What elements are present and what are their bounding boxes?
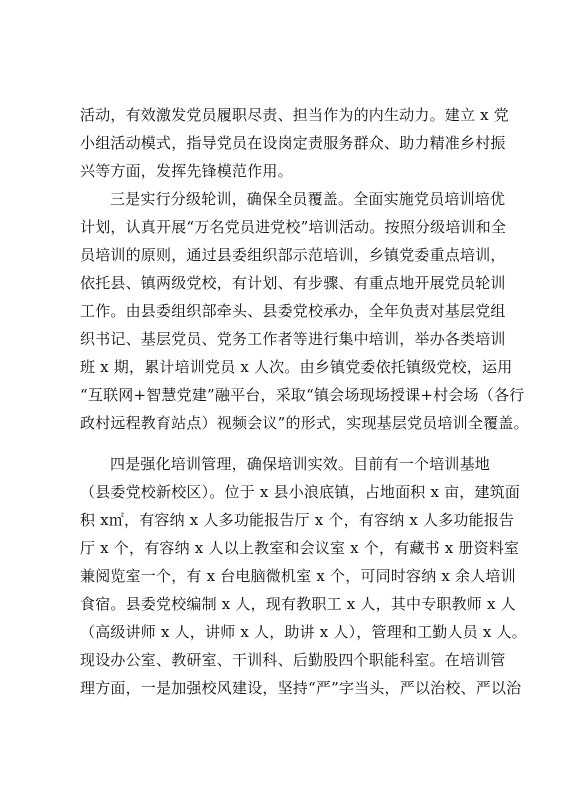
text-line: 兼阅览室一个，有 x 台电脑微机室 x 个，可同时容纳 x 余人培训	[80, 567, 516, 585]
text-line: 现设办公室、教研室、干训科、后勤股四个职能科室。在培训管	[80, 651, 506, 669]
text-line: 理方面，一是加强校风建设，坚持“严”字当头，严以治校、严以治	[80, 679, 522, 697]
text-line: 员培训的原则，通过县委组织部示范培训，乡镇党委重点培训，	[80, 246, 506, 264]
text-line: 政村远程教育站点）视频会议”的形式，实现基层党员培训全覆盖。	[80, 414, 529, 432]
text-line: 厅 x 个，有容纳 x 人以上教室和会议室 x 个，有藏书 x 册资料室	[80, 539, 520, 557]
text-line: “互联网+智慧党建”融平台，采取“镇会场现场授课+村会场（各行	[80, 386, 525, 404]
text-line: 兴等方面，发挥先锋模范作用。	[80, 162, 293, 180]
text-line: 织书记、基层党员、党务工作者等进行集中培训，举办各类培训	[80, 330, 506, 348]
text-line: 活动，有效激发党员履职尽责、担当作为的内生动力。建立 x 党	[80, 106, 509, 124]
paragraph-block-lower	[80, 450, 527, 702]
paragraph-heading-line: 三是实行分级轮训，确保全员覆盖。全面实施党员培训培优	[110, 190, 506, 208]
paragraph-block-upper	[80, 101, 529, 437]
text-line: 依托县、镇两级党校，有计划、有步骤、有重点地开展党员轮训	[80, 274, 506, 292]
text-line: 计划，认真开展“万名党员进党校”培训活动。按照分级培训和全	[80, 218, 507, 236]
text-line: （高级讲师 x 人，讲师 x 人，助讲 x 人），管理和工勤人员 x 人。	[80, 623, 527, 641]
text-line: 小组活动模式，指导党员在设岗定责服务群众、助力精准乡村振	[80, 134, 506, 152]
text-line: （县委党校新校区）。位于 x 县小浪底镇，占地面积 x 亩，建筑面	[80, 483, 521, 501]
paragraph-heading-line: 四是强化培训管理，确保培训实效。目前有一个培训基地	[110, 455, 491, 473]
text-line: 食宿。县委党校编制 x 人，现有教职工 x 人，其中专职教师 x 人	[80, 595, 516, 613]
text-line: 积 x㎡，有容纳 x 人多功能报告厅 x 个，有容纳 x 人多功能报告	[80, 511, 515, 529]
text-line: 工作。由县委组织部牵头、县委党校承办，全年负责对基层党组	[80, 302, 506, 320]
text-line: 班 x 期，累计培训党员 x 人次。由乡镇党委依托镇级党校，运用	[80, 358, 513, 376]
